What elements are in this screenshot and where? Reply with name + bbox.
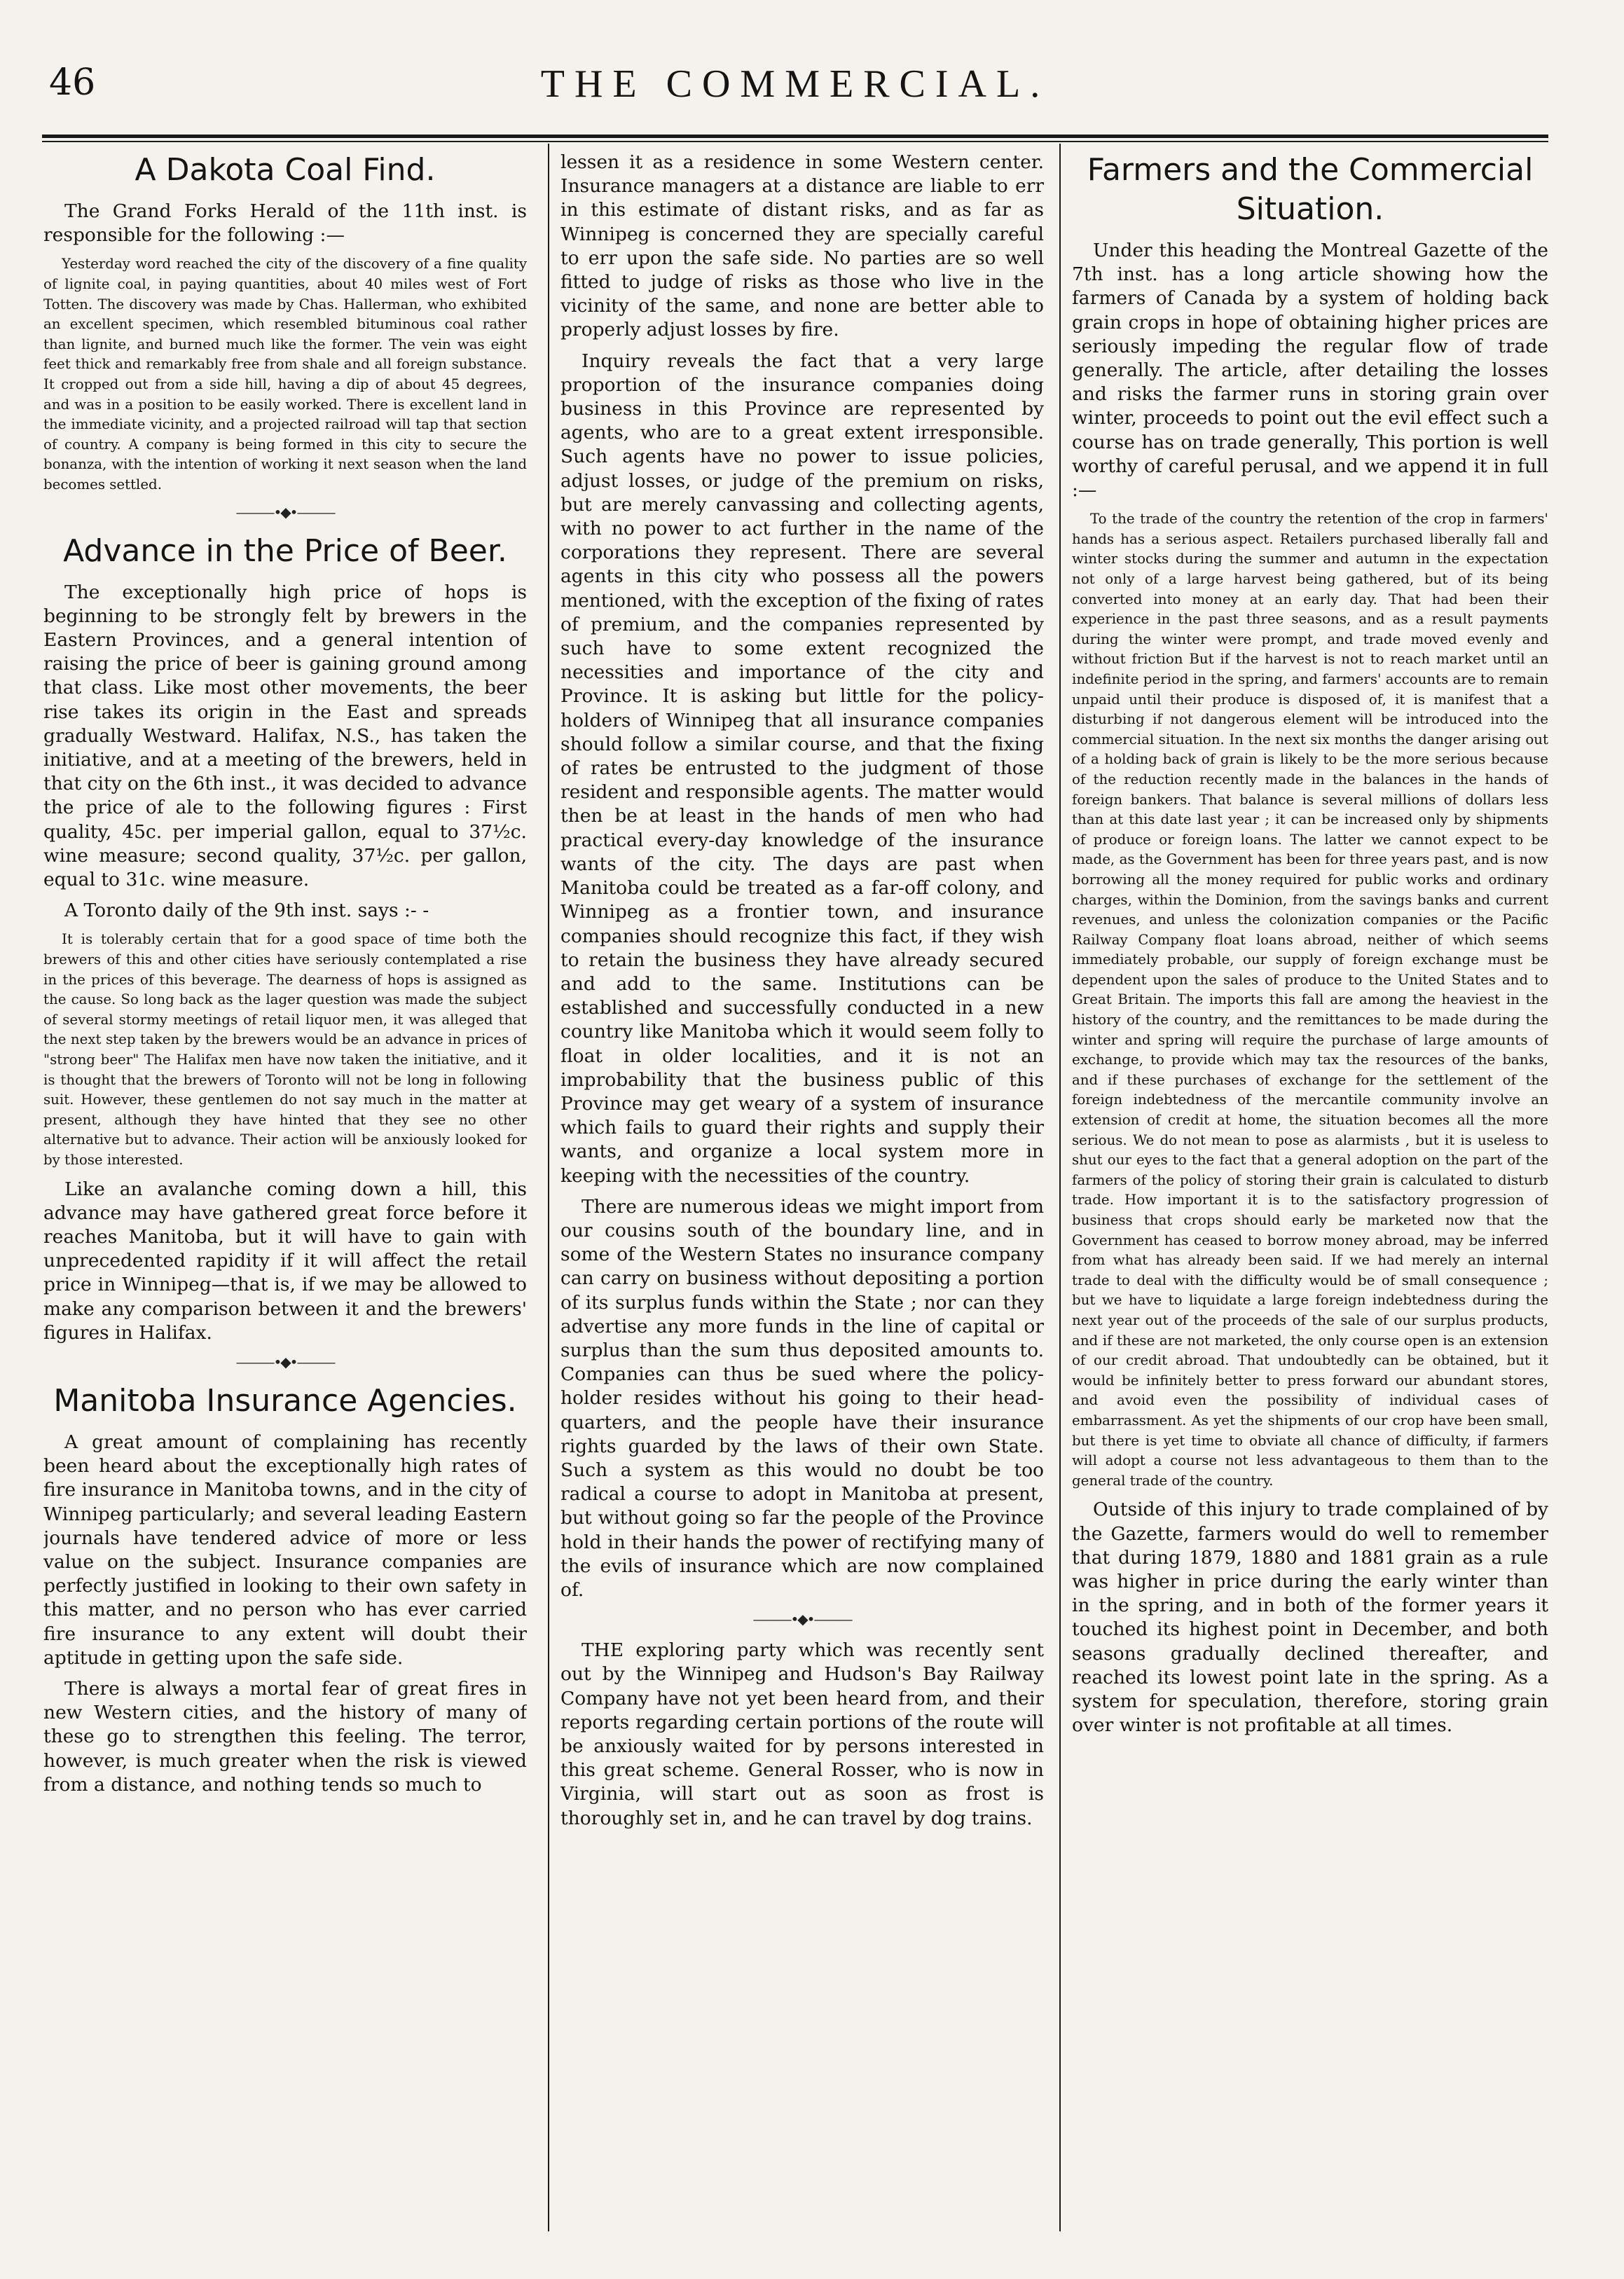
article-title: Manitoba Insurance Agencies.	[53, 1382, 517, 1419]
article-paragraph: The exceptionally high price of hops is beginning to be strongly felt by brewers in the Eastern Provinces, and a general intention of raising the price of beer is gaining ground among that class. Like most other movements, the beer rise takes its origin in the East and spreads gradually Westward. Halifax, N.S., has taken the initiative, and at a meeting of the brewers, held in that city on the 6th inst., it was decided to advance the price of ale to the following figures : First quality, 45c. per imperial gallon, equal to 37½c. wine measure; second quality, 37½c. per gallon, equal to 31c. wine measure.	[43, 581, 527, 890]
article-paragraph: There is always a mortal fear of great fires in new Western cities, and the history of many of these go to strengthen this feeling. The terror, however, is much greater when the risk is viewed from a distance, and nothing tends so much to	[43, 1677, 527, 1796]
section-divider	[560, 1609, 1044, 1629]
page-header	[42, 56, 1548, 133]
header-rule-light	[42, 141, 1548, 142]
article-manitoba-insurance	[43, 1382, 527, 1797]
article-title: A Dakota Coal Find.	[135, 152, 436, 188]
article-title: Farmers and the Commercial Situation.	[1087, 152, 1534, 227]
article-paragraph: Inquiry reveals the fact that a very large proportion of the insurance companies doing business in this Province are represented by agents, who are to a great extent irresponsible. Such agents have no power to issue policies, adjust losses, or judge of the premium on risks, but are merely canvassing and collecting agents, with no power to act further in the name of the corporations they represent. There are several agents in this city who possess all the powers mentioned, with the exception of the fixing of rates of premium, and the companies represented by such have to some extent recognized the necessities and importance of the city and Province. It is asking but little for the policy-holders of Winnipeg that all insurance companies should follow a similar course, and that the fixing of rates be entrusted to the judgment of those resident and responsible agents. The matter would then be at least in the hands of men who had practical every-day knowledge of the insurance wants of the city. The days are past when Manitoba could be treated as a far-off colony, and Winnipeg as a frontier town, and insurance companies should recognize this fact, if they wish to retain the business they have already secured and add to the same. Institutions can be established and successfully conducted in a new country like Manitoba which it would seem folly to float in older localities, and it is not an improbability that the business public of this Province may get weary of a system of insurance which fails to guard their rights and supply their wants, and organize a local system more in keeping with the necessities of the country.	[560, 350, 1044, 1187]
article-beer-price	[43, 532, 527, 1345]
article-quote: It is tolerably certain that for a good space of time both the brewers of this and other cities have seriously contemplated a rise in the prices of this beverage. The dearness of hops is assigned as the cause. So long back as the lager question was made the subject of several stormy meetings of retail liquor men, it was alleged that the next step taken by the brewers would be an advance in prices of "strong beer" The Halifax men have now taken the initiative, and it is thought that the brewers of Toronto will not be long in following suit. However, these gentlemen do not say much in the matter at present, although they have hinted that they see no other alternative but to advance. Their action will be anxiously looked for by those interested.	[43, 931, 527, 1168]
divider-glyph: ———•◆•———	[235, 503, 335, 521]
divider-glyph: ———•◆•———	[752, 1611, 852, 1628]
article-intro: The Grand Forks Herald of the 11th inst. is responsible for the following :—	[43, 200, 527, 247]
column-2	[560, 151, 1044, 2245]
article-title: Advance in the Price of Beer.	[63, 532, 507, 569]
column-rule-right	[1059, 144, 1061, 2231]
article-quote: Yesterday word reached the city of the discovery of a fine quality of lignite coal, in paying quantities, about 40 miles west of Fort Totten. The discovery was made by Chas. Hallerman, who exhibited an excellent specimen, which resembled bituminous coal rather than lignite, and burned much like the former. The vein was eight feet thick and remarkably free from shale and all foreign substance. It cropped out from a side hill, having a dip of about 45 degrees, and was in a position to be easily worked. There is excellent land in the immediate vicinity, and a projected railroad will tap that section of country. A company is being formed in this city to secure the bonanza, with the intention of working it next season when the land becomes settled.	[43, 256, 527, 493]
article-paragraph: THE exploring party which was recently sent out by the Winnipeg and Hudson's Bay Railway Company have not yet been heard from, and their reports regarding certain portions of the route will be anxiously waited for by persons interested in this great scheme. General Rosser, who is now in Virginia, will start out as soon as frost is thoroughly set in, and he can travel by dog trains.	[560, 1639, 1044, 1829]
section-divider	[43, 1352, 527, 1372]
page-number: 46	[49, 62, 96, 104]
article-paragraph: A Toronto daily of the 9th inst. says :- -	[64, 900, 429, 922]
column-3	[1072, 151, 1548, 2245]
column-1	[43, 151, 527, 2245]
article-paragraph: A great amount of complaining has recently been heard about the exceptionally high rates of fire insurance in Manitoba towns, and in the city of Winnipeg particularly; and several leading Eastern journals have tendered advice of more or less value on the subject. Insurance companies are perfectly justified in looking to their own safety in this matter, and no person who has ever carried fire insurance to any extent will doubt their aptitude in getting upon the safe side.	[43, 1431, 527, 1669]
article-paragraph: There are numerous ideas we might import from our cousins south of the boundary line, and in some of the Western States no insurance company can carry on business without depositing a portion of its surplus funds within the State ; nor can they advertise any more funds in the line of capital or surplus than the sum thus deposited amounts to. Companies can thus be sued where the policy-holder resides without his going to their head-quarters, and the people have their insurance rights guarded by the laws of their own State. Such a system as this would no doubt be too radical a course to adopt in Manitoba at present, but without going so far the people of the Province hold in their hands the power of rectifying many of the evils of insurance which are now complained of.	[560, 1195, 1044, 1601]
column-rule-left	[548, 144, 549, 2231]
article-paragraph: lessen it as a residence in some Western center. Insurance managers at a distance are liable to err in this estimate of distant risks, and as far as Winnipeg is concerned they are specially careful to err upon the safe side. No parties are so well fitted to judge of risks as those who live in the vicinity of the same, and none are better able to properly adjust losses by fire.	[560, 151, 1044, 341]
divider-glyph: ———•◆•———	[235, 1353, 335, 1370]
article-paragraph: Outside of this injury to trade complained of by the Gazette, farmers would do well to remember that during 1879, 1880 and 1881 grain as a rule was higher in price during the early winter than in the spring, and in both of the former years it touched its highest point in December, and both seasons gradually declined thereafter, and reached its lowest point late in the spring. As a system for speculation, therefore, storing grain over winter is not profitable at all times.	[1072, 1499, 1548, 1737]
section-divider	[43, 502, 527, 522]
header-rule-heavy	[42, 135, 1548, 138]
article-paragraph: Under this heading the Montreal Gazette of the 7th inst. has a long article showing how the farmers of Canada by a system of holding back grain crops in hope of obtaining higher prices are seriously impeding the regular flow of trade generally. The article, after detailing the losses and risks the farmer runs in storing grain over winter, proceeds to point out the evil effect such a course has on trade generally, This portion is well worthy of careful perusal, and we append it in full :—	[1072, 240, 1548, 502]
article-farmers-commercial	[1072, 151, 1548, 1737]
masthead-title: THE COMMERCIAL.	[540, 62, 1050, 106]
article-quote: To the trade of the country the retention of the crop in farmers' hands has a serious aspect. Retailers purchased liberally fall and winter stocks during the summer and autumn in the expectation not only of a large harvest being gathered, but of its being converted into money at an early day. That had been their experience in the past three seasons, and as a result payments during the winter were prompt, and trade moved evenly and without friction But if the harvest is not to reach market until an indefinite period in the spring, and farmers' accounts are to remain unpaid until their produce is disposed of, it is manifest that a disturbing if not dangerous element will be introduced into the commercial situation. In the next six months the danger arising out of a holding back of grain is likely to be the more serious because of the reduction recently made in the balances in the hands of foreign bankers. That balance is several millions of dollars less than at this date last year ; it can be increased only by shipments of produce or foreign loans. The latter we cannot expect to be made, as the Government has been for three years past, and is now borrowing all the money required for public works and ordinary charges, within the Dominion, from the savings banks and current revenues, and unless the colonization companies or the Pacific Railway Company float loans abroad, neither of which seems immediately probable, our supply of foreign exchange must be dependent upon the sales of produce to the United States and to Great Britain. The imports this fall are among the heaviest in the history of the country, and the remittances to be made during the winter and spring will require the purchase of large amounts of exchange, to provide which may tax the resources of the banks, and if these purchases of exchange for the settlement of the foreign indebtedness of the mercantile community involve an extension of credit at home, the situation becomes all the more serious. We do not mean to pose as alarmists , but it is useless to shut our eyes to the fact that a general adoption on the part of the farmers of the policy of storing their grain is calculated to disturb trade. How important it is to the satisfactory progression of business that crops should early be marketed now that the Government has ceased to borrow money abroad, may be inferred from what has already been said. If we had merely an internal trade to deal with the difficulty would be of small consequence ; but we have to liquidate a large foreign indebtedness during the next year out of the proceeds of the sale of our surplus products, and if these are not marketed, the only course open is an extension of our credit abroad. That undoubtedly can be obtained, but it would be infinitely better to press forward our abundant stores, and avoid even the possibility of individual cases of embarrassment. As yet the shipments of our crop have been small, but there is yet time to obviate all chance of difficulty, if farmers will adopt a course not less advantageous to them than to the general trade of the country.	[1072, 511, 1548, 1489]
article-dakota-coal	[43, 151, 527, 495]
article-paragraph: Like an avalanche coming down a hill, this advance may have gathered great force before it reaches Manitoba, but it will have to gain with unprecedented rapidity if it will affect the retail price in Winnipeg—that is, if we may be allowed to make any comparison between it and the brewers' figures in Halifax.	[43, 1178, 527, 1344]
